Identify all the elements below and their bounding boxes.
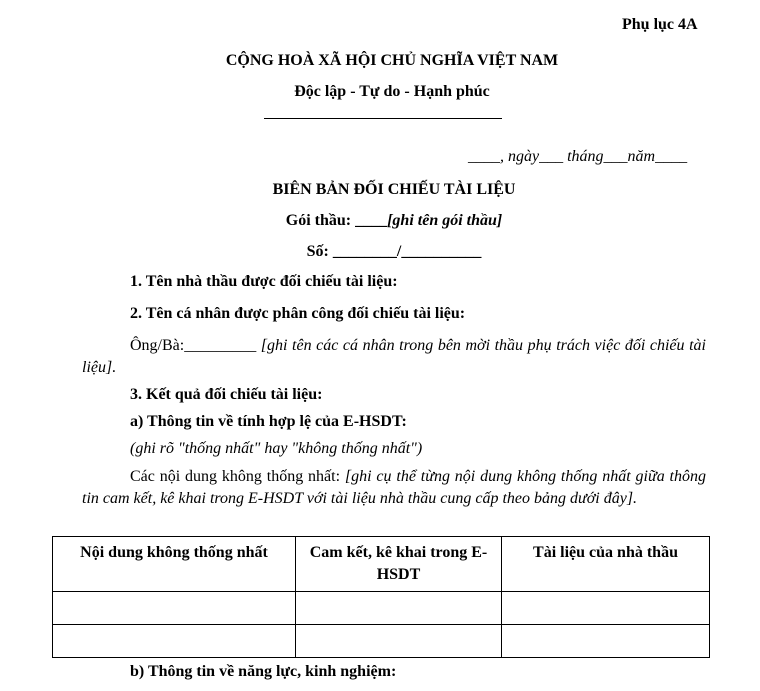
- table-row: [53, 592, 710, 625]
- section-2-hint: [ghi tên các cá nhân trong bên mời thầu phụ trách việc đối chiếu tài liệu].: [82, 337, 706, 376]
- package-label: Gói thầu: ____: [285, 212, 388, 229]
- appendix-label: Phụ lục 4A: [622, 16, 698, 33]
- section-3b-heading: b) Thông tin về năng lực, kinh nghiệm:: [130, 663, 397, 680]
- comparison-table: [52, 536, 710, 658]
- table-cell: [53, 625, 296, 658]
- section-3a-note: (ghi rõ "thống nhất" hay "không thống nhất"): [130, 440, 423, 457]
- table-header-row: [53, 537, 710, 592]
- section-1-heading: 1. Tên nhà thầu được đối chiếu tài liệu:: [130, 273, 398, 290]
- section-3a-paragraph: [82, 466, 706, 510]
- table-cell: [53, 592, 296, 625]
- package-hint: [ghi tên gói thầu]: [387, 212, 503, 229]
- section-2-label: Ông/Bà:_________: [130, 337, 261, 354]
- number-line: Số: ________/__________: [306, 243, 482, 260]
- table-cell: [296, 625, 502, 658]
- document-title: BIÊN BẢN ĐỐI CHIẾU TÀI LIỆU: [272, 181, 516, 198]
- section-2-heading: 2. Tên cá nhân được phân công đối chiếu tài liệu:: [130, 305, 466, 322]
- section-3-heading: 3. Kết quả đối chiếu tài liệu:: [130, 386, 323, 403]
- section-3a-heading: a) Thông tin về tính hợp lệ của E-HSDT:: [130, 413, 407, 430]
- table-cell: [296, 592, 502, 625]
- package-line: [14, 212, 760, 230]
- table-header-cell: Cam kết, kê khai trong E-HSDT: [296, 537, 502, 592]
- table-cell: [502, 625, 710, 658]
- motto-underline: [264, 118, 502, 119]
- table-header-cell: Tài liệu của nhà thầu: [502, 537, 710, 592]
- table-cell: [502, 592, 710, 625]
- table-header-cell: Nội dung không thống nhất: [53, 537, 296, 592]
- motto: Độc lập - Tự do - Hạnh phúc: [294, 83, 490, 100]
- date-line: ____, ngày___ tháng___năm____: [468, 148, 688, 165]
- section-3a-hint: [ghi cụ thể từng nội dung không thống nhất giữa thông tin cam kết, kê khai trong E-HSDT với tài liệu nhà thầu cung cấp theo bảng dưới đây].: [82, 468, 706, 507]
- country-heading: CỘNG HOÀ XÃ HỘI CHỦ NGHĨA VIỆT NAM: [225, 52, 559, 69]
- section-2-paragraph: [82, 335, 706, 379]
- section-3a-label: Các nội dung không thống nhất:: [130, 468, 345, 485]
- table-row: [53, 625, 710, 658]
